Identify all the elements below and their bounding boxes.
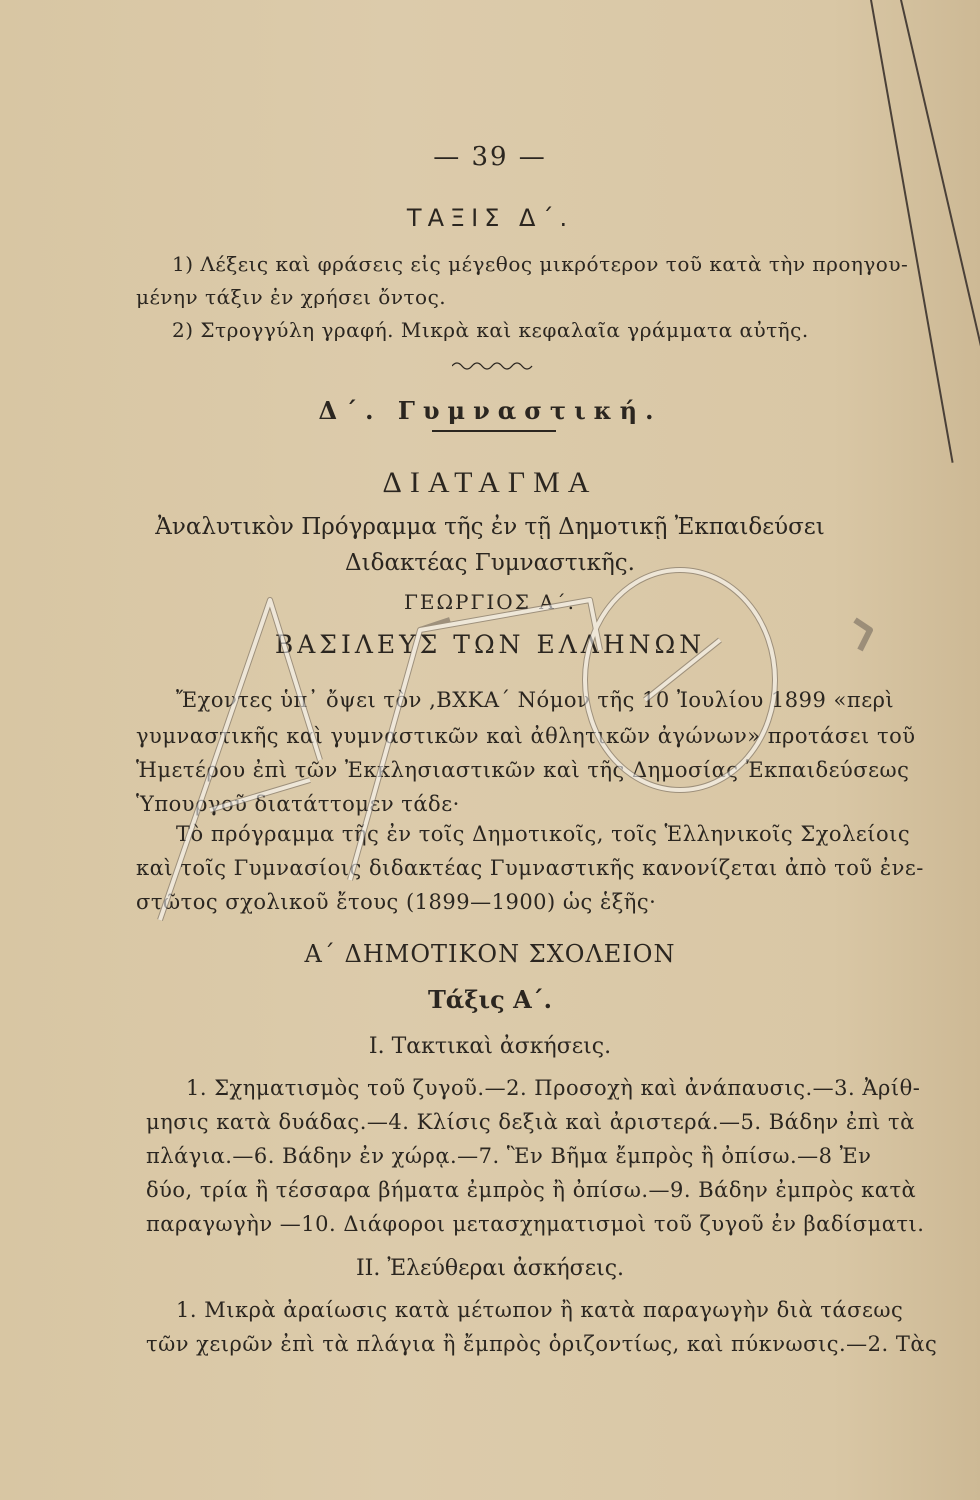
king-title: ΒΑΣΙΛΕΥΣ ΤΩΝ ΕΛΛΗΝΩΝ <box>274 630 706 659</box>
free-line-1: 1. Μικρὰ ἀραίωσις κατὰ μέτωπον ἢ κατὰ παραγωγὴν διὰ τάσεως <box>176 1298 904 1322</box>
tactical-line-3: πλάγια.—6. Βάδην ἐν χώρᾳ.—7. Ἓν Βῆμα ἔμπρὸς ἢ ὀπίσω.—8 Ἐν <box>146 1144 872 1168</box>
section-title: Δ΄. Γυμναστική. <box>318 396 662 425</box>
program-line-2: καὶ τοῖς Γυμνασίοις διδακτέας Γυμναστικῆς κανονίζεται ἀπὸ τοῦ ἐνε- <box>136 856 924 880</box>
free-line-2: τῶν χειρῶν ἐπὶ τὰ πλάγια ἢ ἔμπρὸς ὁριζοντίως, καὶ πύκνωσις.—2. Τὰς <box>146 1332 938 1356</box>
tactical-line-1: 1. Σχηματισμὸς τοῦ ζυγοῦ.—2. Προσοχὴ καὶ ἀνάπαυσις.—3. Ἀρίθ- <box>186 1076 921 1100</box>
section-title-underline <box>432 430 556 432</box>
grade-d-line-3: 2) Στρογγύλη γραφή. Μικρὰ καὶ κεφαλαῖα γράμματα αὐτῆς. <box>172 318 809 342</box>
grade-a-title: Τάξις Α΄. <box>427 985 553 1014</box>
free-exercises-heading: ΙΙ. Ἐλεύθεραι ἀσκήσεις. <box>355 1256 625 1281</box>
king-name: ΓΕΩΡΓΙΟΣ Α΄. <box>404 590 576 614</box>
decree-title: ΔΙΑΤΑΓΜΑ <box>382 466 598 499</box>
program-line-1: Τὸ πρόγραμμα τῆς ἐν τοῖς Δημοτικοῖς, τοῖς Ἑλληνικοῖς Σχολείοις <box>176 822 911 846</box>
grade-d-line-2: μένην τάξιν ἐν χρήσει ὄντος. <box>136 285 447 309</box>
decree-subtitle-line-1: Ἀναλυτικὸν Πρόγραμμα τῆς ἐν τῇ Δημοτικῇ Ἐκπαιδεύσει <box>155 514 825 540</box>
preamble-line-2: γυμναστικῆς καὶ γυμναστικῶν καὶ ἀθλητικῶν ἀγώνων» προτάσει τοῦ <box>136 724 916 748</box>
tactical-line-4: δύο, τρία ἢ τέσσαρα βήματα ἐμπρὸς ἢ ὀπίσω.—9. Βάδην ἐμπρὸς κατὰ <box>146 1178 917 1202</box>
program-line-3: στῶτος σχολικοῦ ἔτους (1899—1900) ὡς ἑξῆς· <box>136 890 657 914</box>
school-heading: Α΄ ΔΗΜΟΤΙΚΟΝ ΣΧΟΛΕΙΟΝ <box>304 940 676 968</box>
decree-subtitle-line-2: Διδακτέας Γυμναστικῆς. <box>345 550 635 576</box>
preamble-line-1: Ἔχοντες ὑπ᾽ ὄψει τὸν ,ΒΧΚΑ΄ Νόμον τῆς 10 Ἰουλίου 1899 «περὶ <box>176 688 895 712</box>
wavy-divider <box>452 360 536 372</box>
tactical-heading: Ι. Τακτικαὶ ἀσκήσεις. <box>368 1034 612 1059</box>
grade-d-line-1: 1) Λέξεις καὶ φράσεις εἰς μέγεθος μικρότερον τοῦ κατὰ τὴν προηγου- <box>172 252 909 276</box>
grade-d-title: ΤΑΞΙΣ Δ΄. <box>406 204 574 232</box>
tactical-line-2: μησις κατὰ δυάδας.—4. Κλίσις δεξιὰ καὶ ἀριστερά.—5. Βάδην ἐπὶ τὰ <box>146 1110 915 1134</box>
preamble-line-3: Ἡμετέρου ἐπὶ τῶν Ἐκκλησιαστικῶν καὶ τῆς Δημοσίας Ἐκπαιδεύσεως <box>136 758 910 782</box>
preamble-line-4: Ὑπουργοῦ διατάττομεν τάδε· <box>136 792 460 816</box>
page-number: — 39 — <box>433 142 547 172</box>
tactical-line-5: παραγωγὴν —10. Διάφοροι μετασχηματισμοὶ τοῦ ζυγοῦ ἐν βαδίσματι. <box>146 1212 925 1236</box>
